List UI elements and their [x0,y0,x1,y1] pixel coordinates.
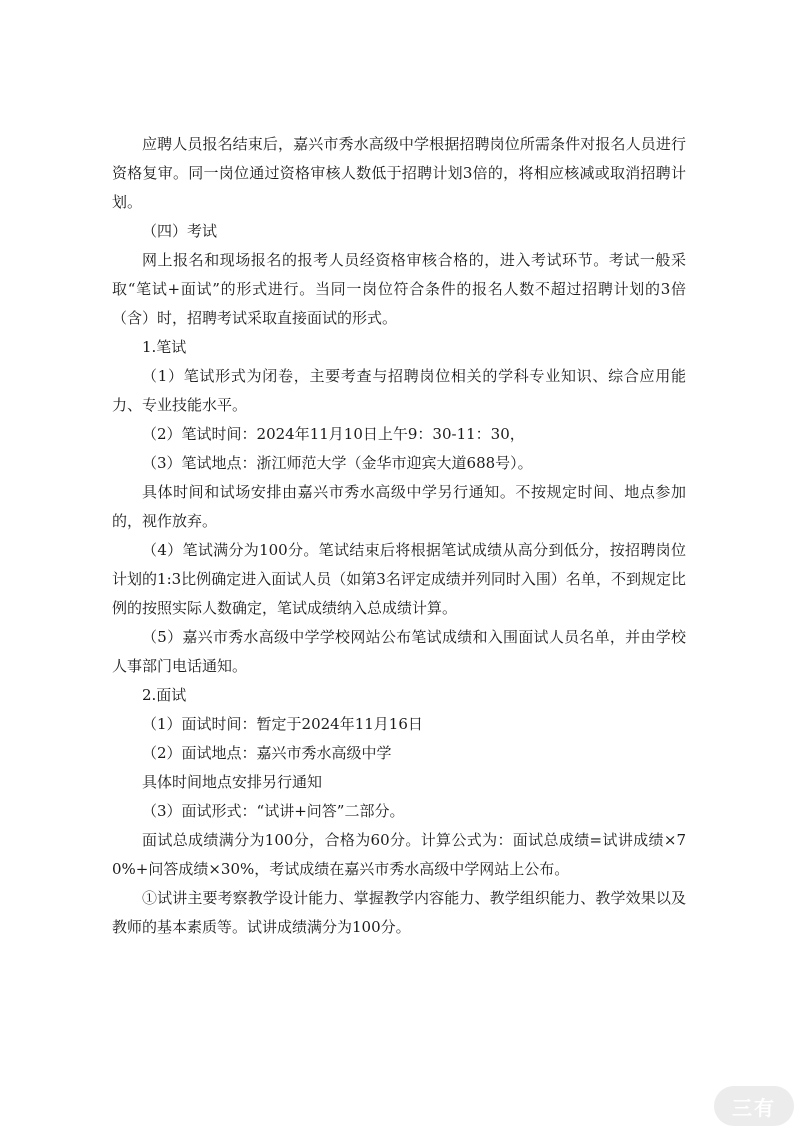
watermark-badge: 三有 [714,1086,794,1126]
document-body [112,130,686,942]
paragraph-written-arrangement: 具体时间和试场安排由嘉兴市秀水高级中学另行通知。不按规定时间、地点参加的，视作放弃。 [112,483,686,530]
paragraph-written-format: （1）笔试形式为闭卷，主要考查与招聘岗位相关的学科专业知识、综合应用能力、专业技能水平。 [112,367,686,414]
paragraph-written-time: （2）笔试时间：2024年11月10日上午9：30-11：30， [142,425,525,443]
subheading-interview: 2.面试 [142,686,187,704]
paragraph-qualification-review: 应聘人员报名结束后，嘉兴市秀水高级中学根据招聘岗位所需条件对报名人员进行资格复审。同一岗位通过资格审核人数低于招聘计划3倍的，将相应核减或取消招聘计划。 [112,135,686,211]
paragraph-written-publish: （5）嘉兴市秀水高级中学学校网站公布笔试成绩和入围面试人员名单，并由学校人事部门电话通知。 [112,628,686,675]
paragraph-exam-intro: 网上报名和现场报名的报考人员经资格审核合格的，进入考试环节。考试一般采取“笔试+面试”的形式进行。当同一岗位符合条件的报名人数不超过招聘计划的3倍（含）时，招聘考试采取直接面试的形式。 [112,251,686,327]
paragraph-written-location: （3）笔试地点：浙江师范大学（金华市迎宾大道688号）。 [142,454,533,472]
paragraph-interview-location: （2）面试地点：嘉兴市秀水高级中学 [142,744,392,762]
paragraph-written-score: （4）笔试满分为100分。笔试结束后将根据笔试成绩从高分到低分，按招聘岗位计划的1:3比例确定进入面试人员（如第3名评定成绩并列同时入围）名单，不到规定比例的按照实际人数确定，笔试成绩纳入总成绩计算。 [112,541,686,617]
paragraph-interview-score: 面试总成绩满分为100分，合格为60分。计算公式为：面试总成绩=试讲成绩×70%+问答成绩×30%，考试成绩在嘉兴市秀水高级中学网站上公布。 [112,831,686,878]
paragraph-trial-lecture: ①试讲主要考察教学设计能力、掌握教学内容能力、教学组织能力、教学效果以及教师的基本素质等。试讲成绩满分为100分。 [112,889,686,936]
section-heading-exam: （四）考试 [142,222,218,240]
paragraph-interview-format: （3）面试形式：“试讲+问答”二部分。 [142,802,405,820]
paragraph-interview-arrangement: 具体时间地点安排另行通知 [142,773,323,791]
paragraph-interview-time: （1）面试时间：暂定于2024年11月16日 [142,715,423,733]
subheading-written-exam: 1.笔试 [142,338,187,356]
